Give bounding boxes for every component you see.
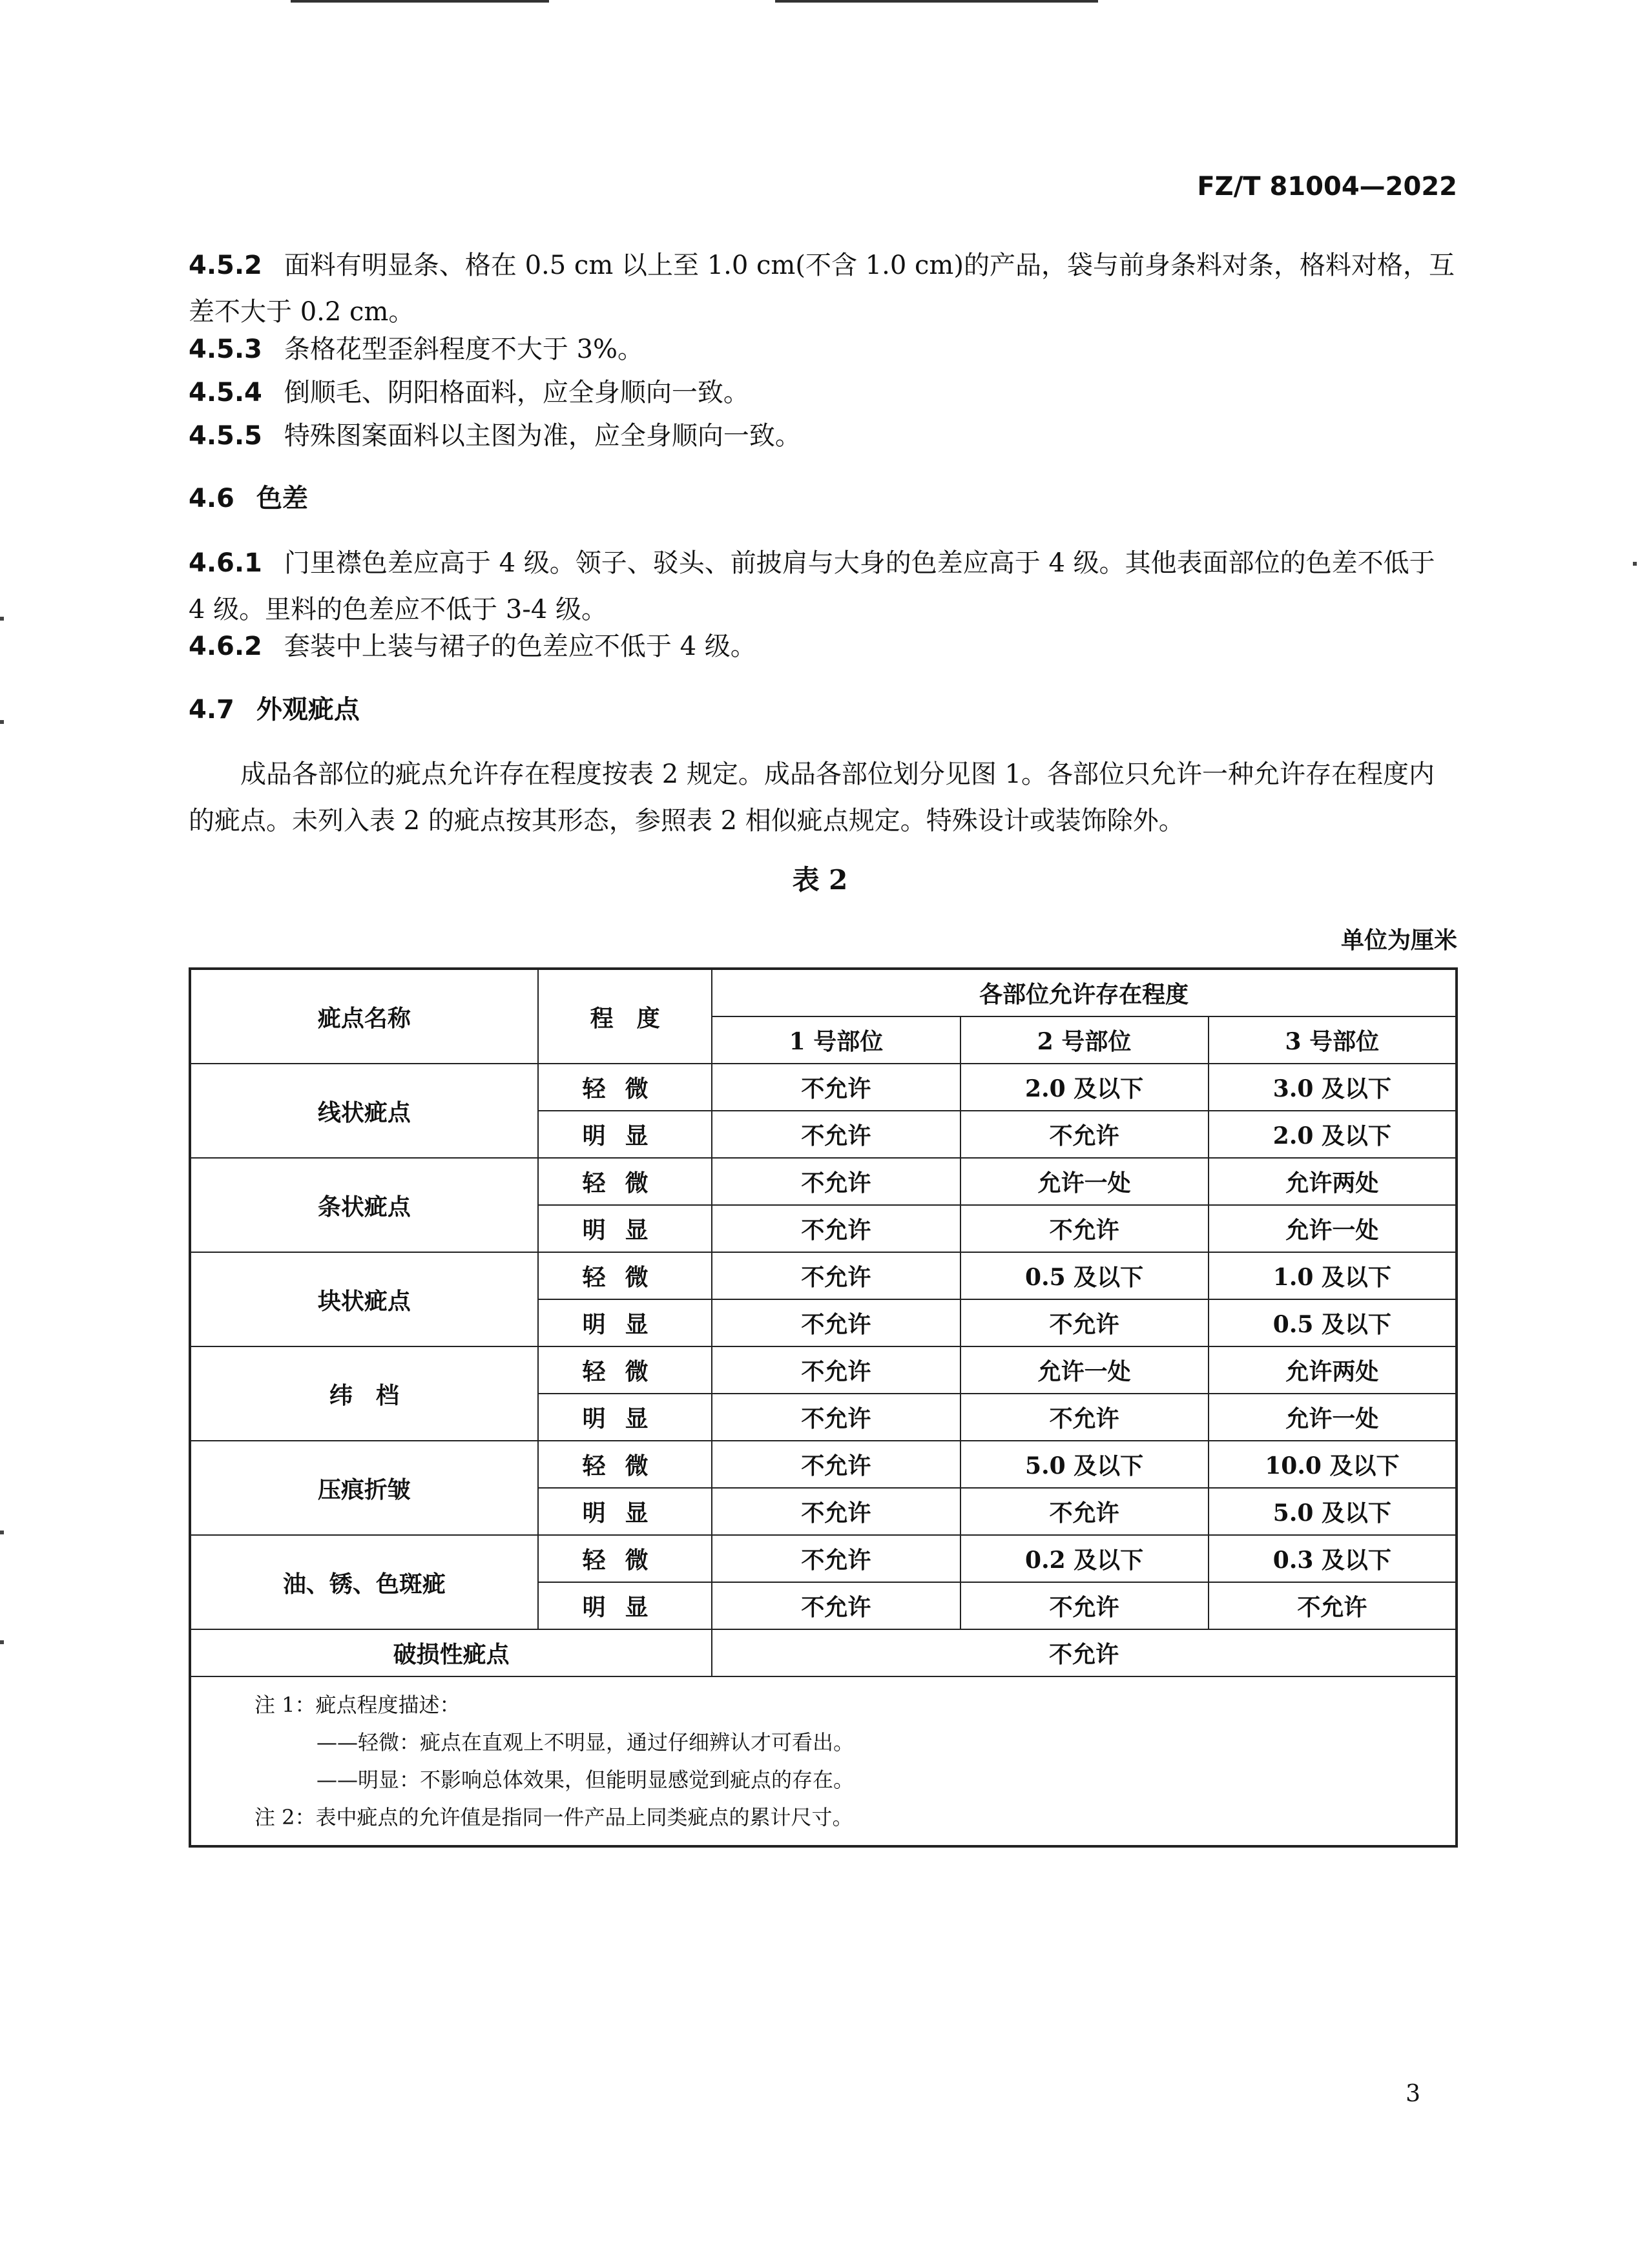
cell-part3: 不允许 bbox=[1209, 1582, 1457, 1629]
cell-part1: 不允许 bbox=[712, 1064, 960, 1111]
cell-part2: 2.0 及以下 bbox=[960, 1064, 1209, 1111]
cell-part2: 不允许 bbox=[960, 1111, 1209, 1158]
cell-part1: 不允许 bbox=[712, 1346, 960, 1394]
clause-number: 4.5.3 bbox=[189, 335, 262, 364]
cell-part1: 不允许 bbox=[712, 1252, 960, 1299]
clause-text: 门里襟色差应高于 4 级。领子、驳头、前披肩与大身的色差应高于 4 级。其他表面部位的色差不低于 4 级。里料的色差应不低于 3-4 级。 bbox=[189, 548, 1435, 624]
clause-text: 条格花型歪斜程度不大于 3%。 bbox=[284, 335, 644, 364]
clause-number: 4.5.2 bbox=[189, 251, 262, 280]
degree-slight: 轻微 bbox=[538, 1064, 712, 1111]
cell-part3: 0.3 及以下 bbox=[1209, 1535, 1457, 1582]
cell-part1: 不允许 bbox=[712, 1205, 960, 1252]
header-part3: 3 号部位 bbox=[1209, 1016, 1457, 1064]
paragraph-4-7: 成品各部位的疵点允许存在程度按表 2 规定。成品各部位划分见图 1。各部位只允许一种允许存在程度内的疵点。未列入表 2 的疵点按其形态，参照表 2 相似疵点规定。特殊设计或装饰除外。 bbox=[189, 759, 1435, 836]
cell-part2: 不允许 bbox=[960, 1205, 1209, 1252]
cell-part3: 允许两处 bbox=[1209, 1346, 1457, 1394]
cell-part2: 0.5 及以下 bbox=[960, 1252, 1209, 1299]
defect-name: 线状疵点 bbox=[190, 1064, 538, 1158]
cell-part3: 5.0 及以下 bbox=[1209, 1488, 1457, 1535]
table-caption: 表 2 bbox=[792, 864, 848, 896]
defect-name: 条状疵点 bbox=[190, 1158, 538, 1252]
note1-title: 注 1：疵点程度描述： bbox=[254, 1693, 461, 1717]
note2: 注 2：表中疵点的允许值是指同一件产品上同类疵点的累计尺寸。 bbox=[254, 1805, 853, 1830]
clause-4-5-3 bbox=[189, 326, 1456, 373]
defect-name: 纬 档 bbox=[190, 1346, 538, 1441]
cell-part2: 5.0 及以下 bbox=[960, 1441, 1209, 1488]
clause-4-5-4 bbox=[189, 369, 1456, 416]
cell-part1: 不允许 bbox=[712, 1158, 960, 1205]
table-row bbox=[190, 1629, 1457, 1676]
degree-obvious: 明显 bbox=[538, 1299, 712, 1346]
table-row bbox=[190, 1441, 1457, 1488]
table-row bbox=[190, 1346, 1457, 1394]
cell-part3: 10.0 及以下 bbox=[1209, 1441, 1457, 1488]
section-number: 4.7 bbox=[189, 695, 234, 725]
section-title: 色差 bbox=[256, 484, 308, 513]
cell-part2: 允许一处 bbox=[960, 1346, 1209, 1394]
clause-number: 4.6.2 bbox=[189, 632, 262, 661]
damage-defect-value: 不允许 bbox=[712, 1629, 1457, 1676]
clause-text: 面料有明显条、格在 0.5 cm 以上至 1.0 cm(不含 1.0 cm)的产品，袋与前身条料对条，格料对格，互差不大于 0.2 cm。 bbox=[189, 251, 1455, 327]
page-number: 3 bbox=[1406, 2081, 1420, 2107]
cell-part2: 不允许 bbox=[960, 1394, 1209, 1441]
degree-obvious: 明显 bbox=[538, 1582, 712, 1629]
cell-part3: 允许一处 bbox=[1209, 1394, 1457, 1441]
cell-part2: 不允许 bbox=[960, 1582, 1209, 1629]
defect-table bbox=[189, 967, 1458, 1848]
clause-text: 特殊图案面料以主图为准，应全身顺向一致。 bbox=[284, 421, 801, 451]
note1-obvious: ——明显：不影响总体效果，但能明显感觉到疵点的存在。 bbox=[317, 1768, 855, 1792]
cell-part3: 3.0 及以下 bbox=[1209, 1064, 1457, 1111]
defect-name: 压痕折皱 bbox=[190, 1441, 538, 1535]
standard-code: FZ/T 81004—2022 bbox=[1197, 172, 1457, 201]
clause-number: 4.6.1 bbox=[189, 548, 262, 578]
degree-slight: 轻微 bbox=[538, 1346, 712, 1394]
table-row bbox=[190, 1064, 1457, 1111]
cell-part1: 不允许 bbox=[712, 1582, 960, 1629]
cell-part1: 不允许 bbox=[712, 1488, 960, 1535]
cell-part1: 不允许 bbox=[712, 1111, 960, 1158]
cell-part3: 0.5 及以下 bbox=[1209, 1299, 1457, 1346]
cell-part1: 不允许 bbox=[712, 1535, 960, 1582]
clause-4-5-2 bbox=[189, 242, 1456, 335]
clause-number: 4.5.4 bbox=[189, 378, 262, 407]
section-number: 4.6 bbox=[189, 484, 234, 513]
cell-part3: 1.0 及以下 bbox=[1209, 1252, 1457, 1299]
note1-slight: ——轻微：疵点在直观上不明显，通过仔细辨认才可看出。 bbox=[317, 1730, 855, 1755]
table-row bbox=[190, 1252, 1457, 1299]
cell-part2: 不允许 bbox=[960, 1488, 1209, 1535]
table-unit: 单位为厘米 bbox=[1340, 927, 1457, 954]
clause-4-6-1 bbox=[189, 540, 1456, 633]
table-row bbox=[190, 1158, 1457, 1205]
section-title: 外观疵点 bbox=[256, 695, 360, 725]
degree-slight: 轻微 bbox=[538, 1441, 712, 1488]
degree-slight: 轻微 bbox=[538, 1535, 712, 1582]
clause-4-6-2 bbox=[189, 623, 1456, 670]
clause-text: 套装中上装与裙子的色差应不低于 4 级。 bbox=[284, 632, 756, 661]
cell-part1: 不允许 bbox=[712, 1394, 960, 1441]
cell-part3: 允许一处 bbox=[1209, 1205, 1457, 1252]
cell-part2: 允许一处 bbox=[960, 1158, 1209, 1205]
degree-slight: 轻微 bbox=[538, 1158, 712, 1205]
defect-name: 块状疵点 bbox=[190, 1252, 538, 1346]
header-defect-name: 疵点名称 bbox=[190, 969, 538, 1064]
defect-name: 油、锈、色斑疵 bbox=[190, 1535, 538, 1629]
clause-4-5-5 bbox=[189, 413, 1456, 459]
header-part2: 2 号部位 bbox=[960, 1016, 1209, 1064]
header-part1: 1 号部位 bbox=[712, 1016, 960, 1064]
damage-defect-name: 破损性疵点 bbox=[190, 1629, 712, 1676]
table-notes bbox=[190, 1676, 1457, 1846]
degree-slight: 轻微 bbox=[538, 1252, 712, 1299]
degree-obvious: 明显 bbox=[538, 1394, 712, 1441]
table-row bbox=[190, 1535, 1457, 1582]
section-4-7-heading bbox=[189, 686, 1456, 733]
degree-obvious: 明显 bbox=[538, 1488, 712, 1535]
cell-part2: 0.2 及以下 bbox=[960, 1535, 1209, 1582]
clause-text: 倒顺毛、阴阳格面料，应全身顺向一致。 bbox=[284, 378, 749, 407]
cell-part3: 允许两处 bbox=[1209, 1158, 1457, 1205]
header-allowance: 各部位允许存在程度 bbox=[712, 969, 1457, 1016]
cell-part2: 不允许 bbox=[960, 1299, 1209, 1346]
degree-obvious: 明显 bbox=[538, 1205, 712, 1252]
header-degree: 程 度 bbox=[538, 969, 712, 1064]
cell-part1: 不允许 bbox=[712, 1441, 960, 1488]
section-4-6-heading bbox=[189, 475, 1456, 522]
cell-part3: 2.0 及以下 bbox=[1209, 1111, 1457, 1158]
cell-part1: 不允许 bbox=[712, 1299, 960, 1346]
degree-obvious: 明显 bbox=[538, 1111, 712, 1158]
clause-number: 4.5.5 bbox=[189, 421, 262, 451]
